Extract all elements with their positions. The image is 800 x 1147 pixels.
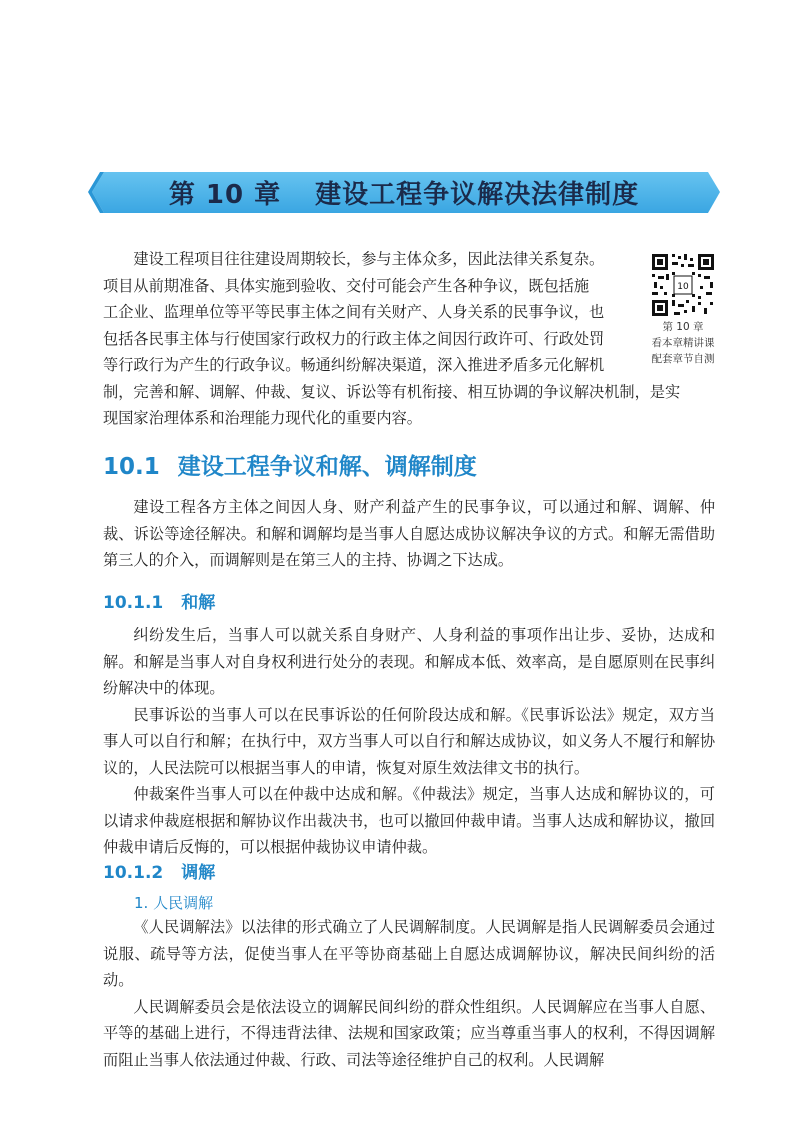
chapter-number: 第 10 章 bbox=[168, 180, 282, 210]
paragraph: 人民调解委员会是依法设立的调解民间纠纷的群众性组织。人民调解应在当事人自愿、平等的基础上进行，不得违背法律、法规和国家政策；应当尊重当事人的权利，不得因调解而阻止当事人依法通过仲裁、行政、司法等途径维护自己的权利。人民调解 bbox=[103, 997, 715, 1069]
qr-caption-test: 配套章节自测 bbox=[651, 353, 715, 365]
intro-line: 项目从前期准备、具体实施到验收、交付可能会产生各种争议，既包括施 bbox=[103, 276, 589, 295]
intro-line: 建设工程项目往往建设周期较长，参与主体众多，因此法律关系复杂。 bbox=[133, 250, 605, 268]
qr-code-icon[interactable] bbox=[650, 252, 716, 318]
chapter-banner bbox=[88, 170, 720, 215]
section-heading-10-1-1 bbox=[103, 588, 215, 613]
subsection-heading-people-mediation: 1. 人民调解 bbox=[134, 894, 214, 912]
paragraph: 《人民调解法》以法律的形式确立了人民调解制度。人民调解是指人民调解委员会通过说服、疏导等方法，促使当事人在平等协商基础上自愿达成调解协议，解决民间纠纷的活动。 bbox=[103, 918, 715, 989]
qr-center-label: 10 bbox=[677, 282, 689, 292]
intro-line: 现国家治理体系和治理能力现代化的重要内容。 bbox=[103, 409, 422, 427]
intro-line: 制，完善和解、调解、仲裁、复议、诉讼等有机衔接、相互协调的争议解决机制，是实 bbox=[103, 382, 681, 401]
intro-line: 包括各民事主体与行使国家行政权力的行政主体之间因行政许可、行政处罚 bbox=[103, 329, 605, 348]
qr-code-block[interactable] bbox=[648, 252, 718, 366]
section-heading-10-1-2 bbox=[103, 858, 215, 883]
section-10-1-text bbox=[103, 494, 715, 574]
paragraph: 仲裁案件当事人可以在仲裁中达成和解。《仲裁法》规定，当事人达成和解协议的，可以请求仲裁庭根据和解协议作出裁决书，也可以撤回仲裁申请。当事人达成和解协议，撤回仲裁申请后反悔的，可以根据仲裁协议申请仲裁。 bbox=[103, 785, 715, 856]
qr-caption-chapter: 第 10 章 bbox=[662, 321, 704, 333]
section-number: 10.1.1 bbox=[103, 593, 164, 613]
section-heading-10-1 bbox=[103, 448, 477, 481]
paragraph: 民事诉讼的当事人可以在民事诉讼的任何阶段达成和解。《民事诉讼法》规定，双方当事人可以自行和解；在执行中，双方当事人可以自行和解达成协议，如义务人不履行和解协议的，人民法院可以根据当事人的申请，恢复对原生效法律文书的执行。 bbox=[103, 705, 715, 777]
section-10-1-1-text bbox=[103, 622, 715, 861]
section-number: 10.1 bbox=[103, 454, 160, 480]
chapter-title: 建设工程争议解决法律制度 bbox=[315, 180, 640, 210]
section-number: 10.1.2 bbox=[103, 863, 164, 883]
intro-line: 工企业、监理单位等平等民事主体之间有关财产、人身关系的民事争议，也 bbox=[103, 303, 605, 321]
intro-line: 等行政行为产生的行政争议。畅通纠纷解决渠道，深入推进矛盾多元化解机 bbox=[103, 356, 605, 374]
chapter-intro bbox=[103, 246, 715, 432]
paragraph: 建设工程各方主体之间因人身、财产利益产生的民事争议，可以通过和解、调解、仲裁、诉讼等途径解决。和解和调解均是当事人自愿达成协议解决争议的方式。和解无需借助第三人的介入，而调解则是在第三人的主持、协调之下达成。 bbox=[103, 498, 715, 569]
qr-caption-lecture: 看本章精讲课 bbox=[651, 337, 715, 349]
section-title: 建设工程争议和解、调解制度 bbox=[177, 454, 477, 480]
paragraph: 纠纷发生后，当事人可以就关系自身财产、人身利益的事项作出让步、妥协，达成和解。和解是当事人对自身权利进行处分的表现。和解成本低、效率高，是自愿原则在民事纠纷解决中的体现。 bbox=[103, 626, 715, 697]
section-title: 调解 bbox=[181, 863, 216, 883]
section-title: 和解 bbox=[181, 593, 216, 613]
section-10-1-2-text bbox=[103, 914, 715, 1073]
